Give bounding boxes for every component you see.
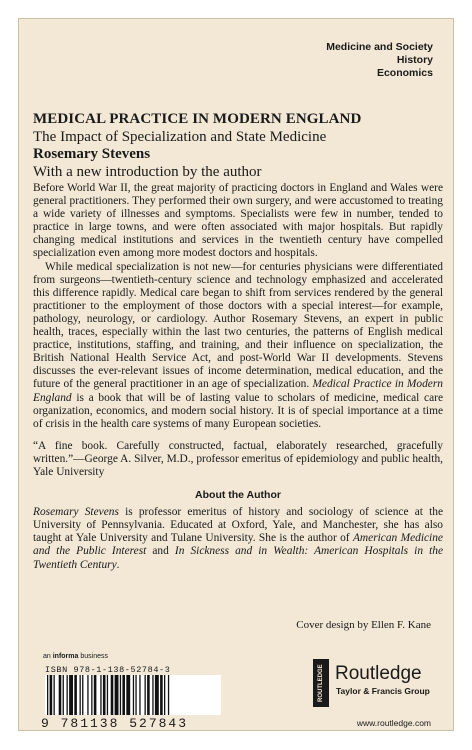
barcode-bar <box>135 675 136 715</box>
barcode-bar <box>139 675 140 715</box>
review-quote: “A fine book. Carefully constructed, factual, elaborately researched, gracefully written.”—George A. Silver, M.D., professor emeritus of epidemiology and public health, Yale University <box>33 439 443 478</box>
informa-text: business <box>78 653 108 660</box>
informa-business <box>43 653 108 660</box>
blurb <box>33 182 443 572</box>
barcode-bar <box>155 675 159 715</box>
blurb-text: While medical specialization is not new—for centuries physicians were differentiated from surgeons—twentieth-century science and technology emphasized and accelerated this difference rapidly. Medical care began to shift from services rendered by the general practitioner to the employment of those doctors with a special interest—for example, pathology, neurology, or cardiology. Author Rosemary Stevens, an expert in public health, traces, especially within the last two centuries, the patterns of English medical practice, institutions, staffing, and training, and their influence on specialization, the British National Health Service Act, and post-World War II developments. Stevens discusses the ever-relevant issues of income determination, medical education, and the future of the general practitioner in an age of specialization. <box>33 260 443 391</box>
barcode-bar <box>145 675 146 715</box>
barcode-bar <box>168 675 169 715</box>
informa-brand: informa <box>52 653 79 660</box>
barcode-bar <box>160 675 163 715</box>
barcode-bar <box>100 675 101 715</box>
barcode <box>45 675 221 715</box>
barcode-bar <box>63 675 64 715</box>
isbn-label: ISBN 978-1-138-52784-3 <box>45 665 171 675</box>
book-ref: In Sickness and in Wealth: American Hospitals in the Twentieth Century <box>33 545 443 571</box>
barcode-bar <box>47 675 48 715</box>
barcode-bar <box>126 675 130 715</box>
blurb-paragraph: Before World War II, the great majority of practicing doctors in England and Wales were general practitioners. They performed their own surgery, and were accustomed to treating a wide variety of illnesses and symptoms. Specialists were few in number, tended to practice in large towns, and were often associated with major hospitals. But rapidly changing medical institutions and services in the twentieth century have compelled specialization even among more modest doctors and hospitals. <box>33 182 443 260</box>
back-cover <box>18 18 454 731</box>
barcode-bar <box>87 675 88 715</box>
subject-item: Economics <box>376 67 433 79</box>
cover-credit: Cover design by Ellen F. Kane <box>296 619 431 631</box>
about-author-heading: About the Author <box>195 489 281 502</box>
publisher-url: www.routledge.com <box>356 718 431 728</box>
barcode-bar <box>94 675 97 715</box>
about-text: . <box>116 558 120 571</box>
publisher-logo <box>313 659 443 711</box>
informa-text: an <box>43 653 53 660</box>
barcode-bar <box>80 675 81 715</box>
barcode-bar <box>59 675 62 715</box>
barcode-bar <box>91 675 92 715</box>
about-text: and <box>146 545 175 558</box>
subject-categories <box>326 41 433 80</box>
barcode-bar <box>103 675 106 715</box>
publisher-name: Routledge <box>335 663 422 684</box>
barcode-bar <box>74 675 77 715</box>
barcode-bar <box>164 675 165 715</box>
subject-item: Medicine and Society <box>326 41 433 53</box>
book-title-inline: Medical Practice in Modern England <box>33 378 443 404</box>
barcode-bar <box>133 675 134 715</box>
barcode-bar <box>107 675 108 715</box>
subject-item: History <box>396 54 433 66</box>
barcode-bar <box>120 675 121 715</box>
about-author-text <box>33 506 443 571</box>
barcode-bar <box>69 675 73 715</box>
blurb-paragraph <box>33 261 443 431</box>
barcode-digits: 9 781138 527843 <box>41 716 189 731</box>
barcode-bar <box>115 675 119 715</box>
about-text: is professor emeritus of history and sociology of science at the University of Pennsylvania. Educated at Oxford, Yale, and Manchester, she has also taught at Yale University and Tulane University. She is the author of <box>33 506 443 545</box>
barcode-bar <box>122 675 125 715</box>
barcode-bar <box>54 675 55 715</box>
barcode-bar <box>152 675 153 715</box>
intro-line: With a new introduction by the author <box>33 164 262 180</box>
barcode-bar <box>82 675 83 715</box>
publisher-group: Taylor & Francis Group <box>336 686 430 696</box>
blurb-text: is a book that will be of lasting value to scholars of medicine, medical care organization, economics, and modern social history. It is of special importance at a time of crisis in the health care systems of many European societies. <box>33 391 443 430</box>
book-subtitle: The Impact of Specialization and State Medicine <box>33 129 327 145</box>
routledge-mark-icon: ROUTLEDGE <box>313 659 329 707</box>
barcode-bar <box>50 675 53 715</box>
barcode-bar <box>111 675 114 715</box>
book-ref: American Medicine and the Public Interest <box>33 532 443 558</box>
barcode-bar <box>67 675 68 715</box>
barcode-bar <box>147 675 150 715</box>
book-title: MEDICAL PRACTICE IN MODERN ENGLAND <box>33 111 362 127</box>
book-author: Rosemary Stevens <box>33 146 151 162</box>
author-name-inline: Rosemary Stevens <box>33 506 119 519</box>
